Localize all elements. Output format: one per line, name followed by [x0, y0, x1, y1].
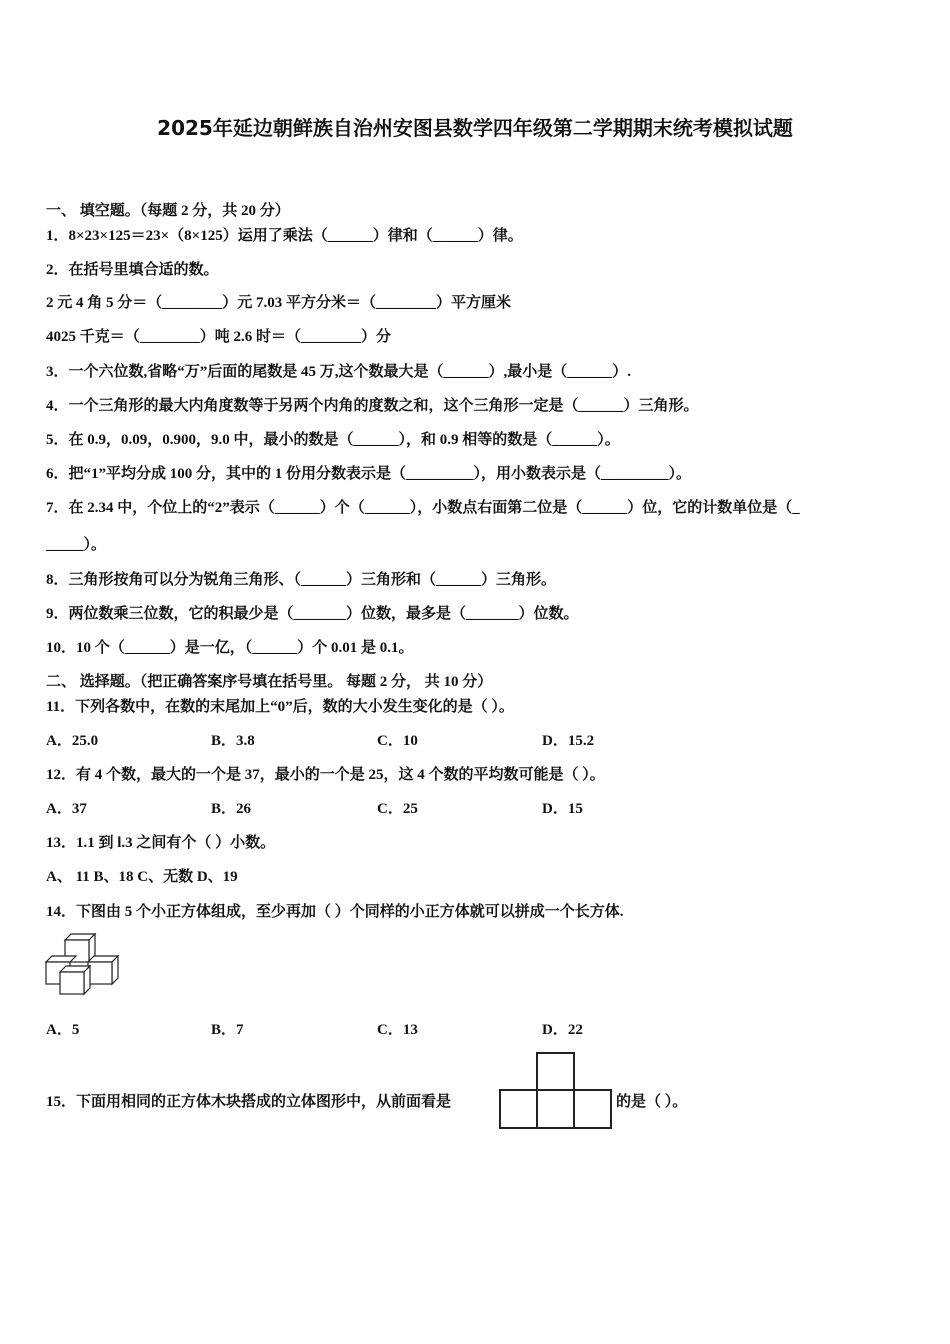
- question-5: 5．在 0.9，0.09，0.900，9.0 中，最小的数是（______），和 0.9 相等的数是（______）。: [46, 432, 620, 448]
- question-11: 11．下列各数中，在数的末尾加上“0”后，数的大小发生变化的是（ ）。: [46, 699, 514, 715]
- q14-option-c: C．13: [377, 1022, 418, 1038]
- section-heading-fill-in: 一、 填空题。（每题 2 分，共 20 分）: [46, 203, 290, 219]
- q14-option-a: A．5: [46, 1022, 80, 1038]
- question-9: 9．两位数乘三位数，它的积最少是（_______）位数，最多是（_______）位数。: [46, 606, 579, 622]
- question-14: 14．下图由 5 个小正方体组成，至少再加（ ）个同样的小正方体就可以拼成一个长方体.: [46, 904, 624, 920]
- page-title: 2025年延边朝鲜族自治州安图县数学四年级第二学期期末统考模拟试题: [157, 116, 793, 140]
- q12-option-c: C．25: [377, 801, 418, 817]
- q11-option-a: A．25.0: [46, 733, 99, 749]
- question-13: 13．1.1 到 l.3 之间有个（ ）小数。: [46, 835, 276, 851]
- q14-option-d: D．22: [542, 1022, 583, 1038]
- cube-front: [60, 966, 90, 994]
- q14-option-b: B．7: [211, 1022, 244, 1038]
- question-12: 12．有 4 个数，最大的一个是 37，最小的一个是 25，这 4 个数的平均数可能是（ ）。: [46, 767, 605, 783]
- question-4: 4．一个三角形的最大内角度数等于另两个内角的度数之和，这个三角形一定是（______）三角形。: [46, 398, 699, 414]
- question-10: 10．10 个（______）是一亿，（______）个 0.01 是 0.1。: [46, 640, 414, 656]
- cube-right: [88, 956, 118, 984]
- question-2-line-a: 2 元 4 角 5 分＝（________）元 7.03 平方分米＝（________）平方厘米: [46, 295, 512, 311]
- section-heading-choice: 二、 选择题。（把正确答案序号填在括号里。 每题 2 分， 共 10 分）: [46, 674, 493, 690]
- question-15-prefix: 15．下面用相同的正方体木块搭成的立体图形中，从前面看是: [46, 1094, 452, 1110]
- question-15-suffix: 的是（ ）。: [616, 1094, 688, 1110]
- question-2: 2．在括号里填合适的数。: [46, 262, 219, 278]
- question-2-line-b: 4025 千克＝（________）吨 2.6 时＝（________）分: [46, 329, 392, 345]
- q12-option-b: B．26: [211, 801, 252, 817]
- question-3: 3．一个六位数,省略“万”后面的尾数是 45 万,这个数最大是（______）,最小是（______）.: [46, 364, 632, 380]
- q12-option-a: A．37: [46, 801, 87, 817]
- q11-option-c: C．10: [377, 733, 418, 749]
- question-7: 7．在 2.34 中，个位上的“2”表示（______）个（______），小数点右面第二位是（______）位，它的计数单位是（_: [46, 500, 800, 516]
- q11-option-b: B．3.8: [211, 733, 255, 749]
- q13-options: A、 11 B、18 C、无数 D、19: [46, 869, 238, 885]
- q11-option-d: D．15.2: [542, 733, 595, 749]
- cubes-figure: [44, 932, 122, 998]
- q12-option-d: D．15: [542, 801, 583, 817]
- front-view-figure: [499, 1052, 614, 1130]
- question-6: 6．把“1”平均分成 100 分，其中的 1 份用分数表示是（_________），用小数表示是（_________）。: [46, 466, 692, 482]
- question-8: 8．三角形按角可以分为锐角三角形、（______）三角形和（______）三角形。: [46, 572, 557, 588]
- question-1: 1．8×23×125＝23×（8×125）运用了乘法（______）律和（______）律。: [46, 228, 523, 244]
- question-7-continued: _____）。: [46, 537, 107, 553]
